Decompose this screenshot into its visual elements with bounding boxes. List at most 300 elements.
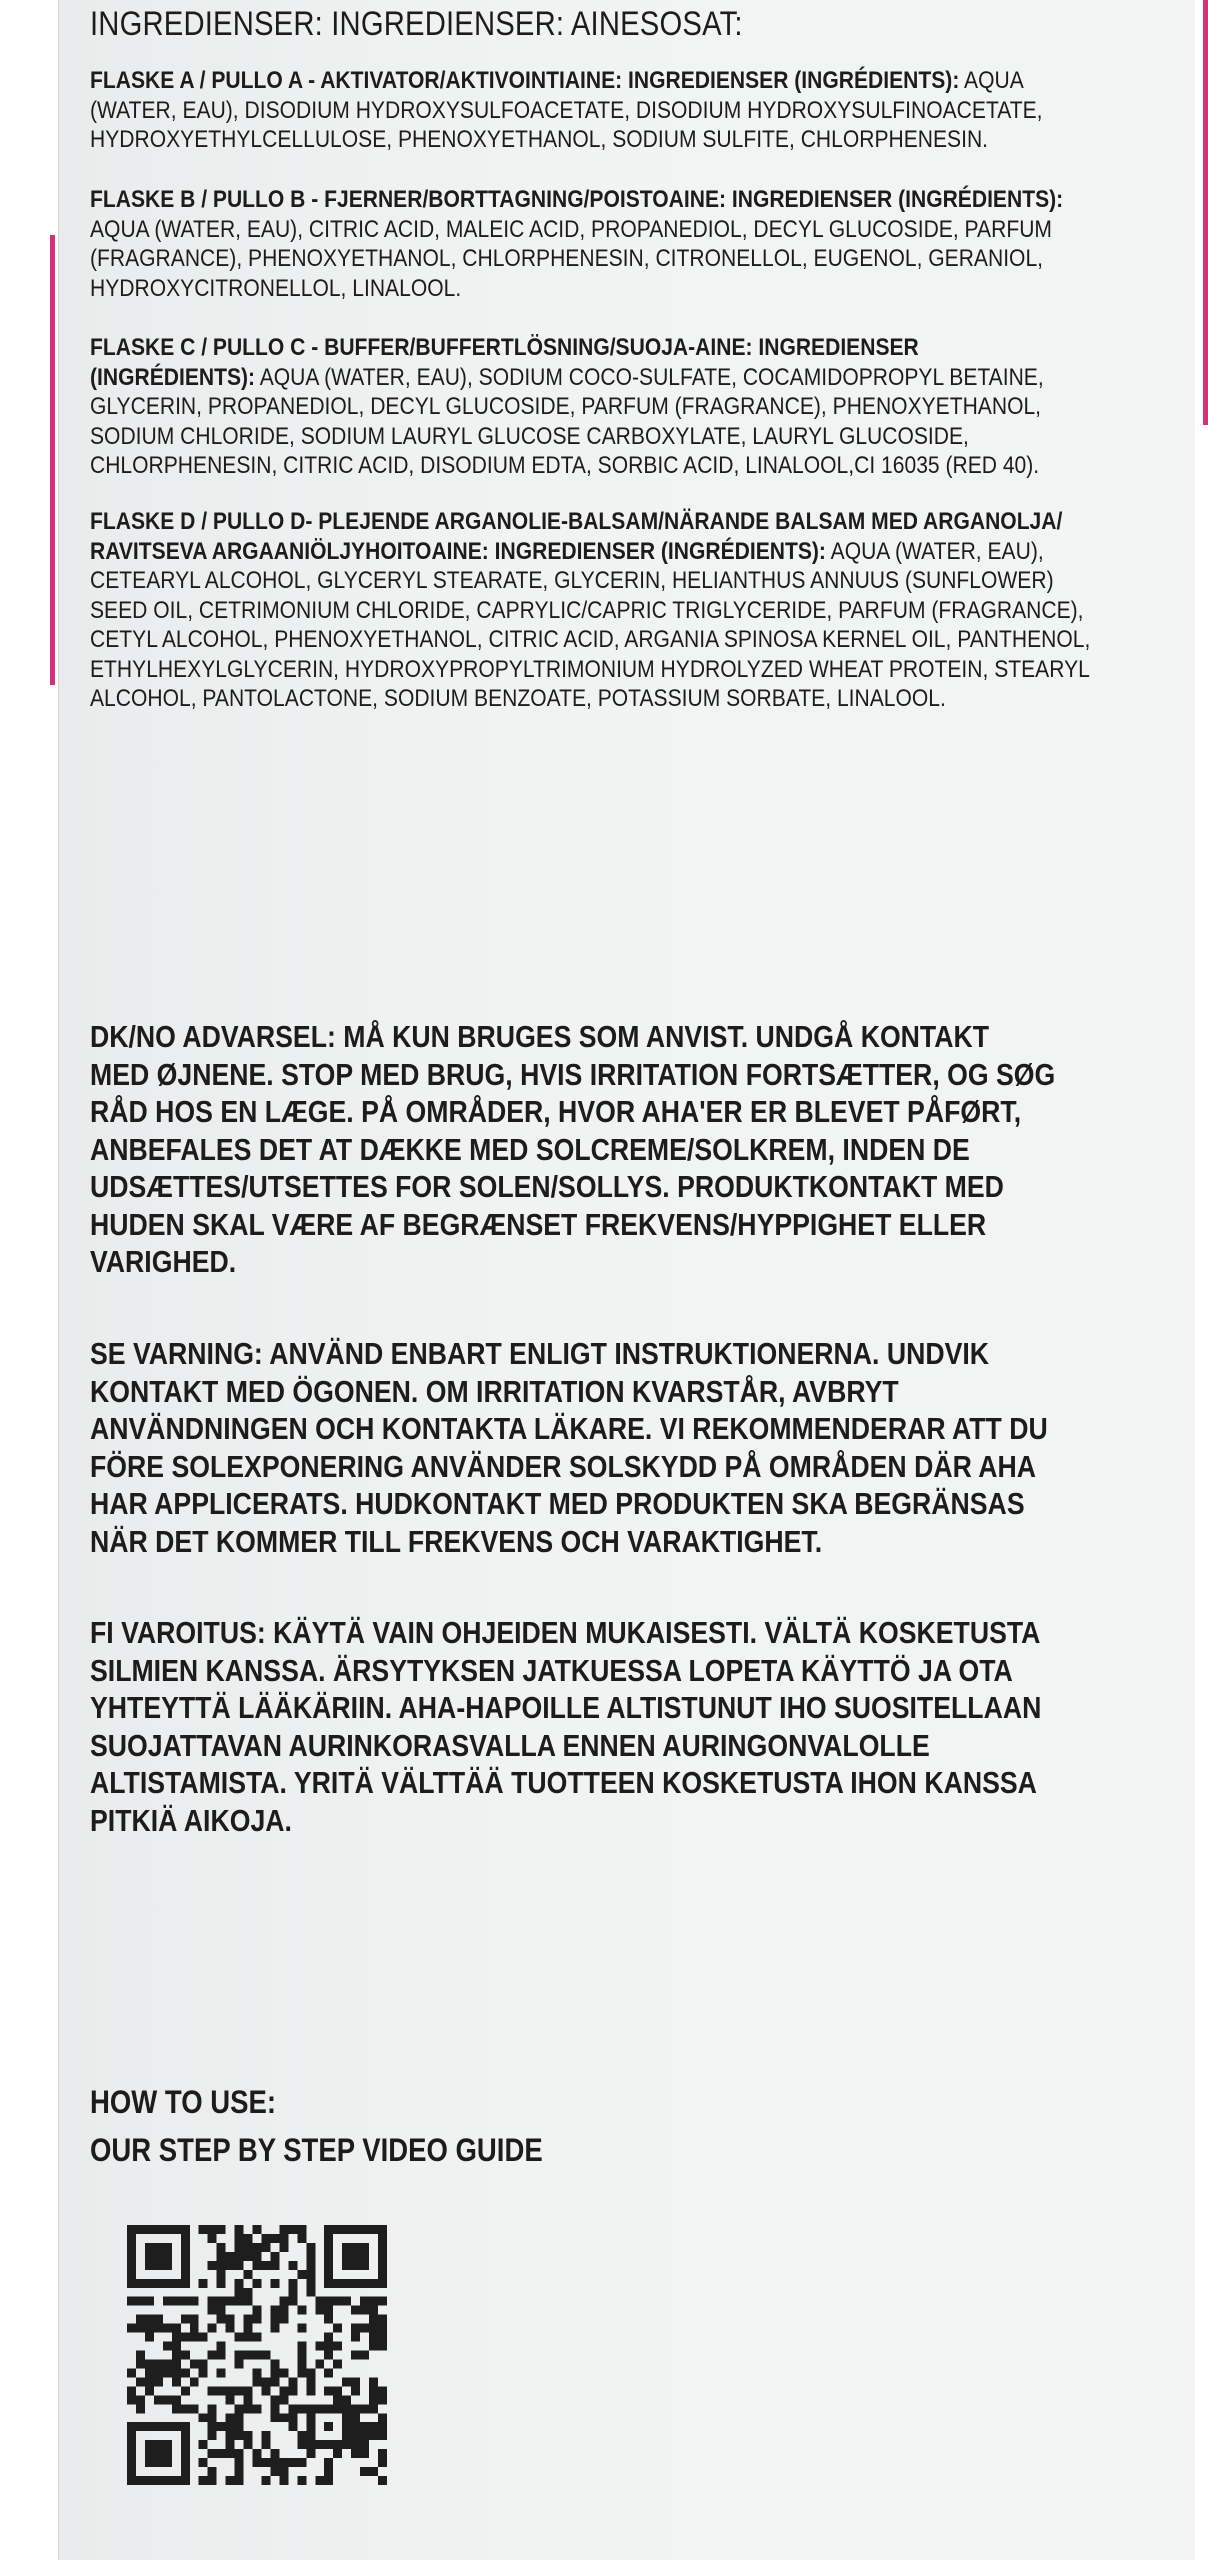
qr-module bbox=[235, 2288, 244, 2297]
qr-module bbox=[324, 2422, 333, 2431]
qr-module bbox=[378, 2234, 387, 2243]
qr-module bbox=[235, 2261, 244, 2270]
qr-module bbox=[181, 2386, 190, 2395]
qr-module bbox=[333, 2297, 342, 2306]
qr-module bbox=[279, 2225, 288, 2234]
qr-module bbox=[226, 2261, 235, 2270]
qr-module bbox=[297, 2440, 306, 2449]
qr-module bbox=[181, 2270, 190, 2279]
qr-module bbox=[253, 2306, 262, 2315]
qr-module bbox=[378, 2458, 387, 2467]
qr-module bbox=[136, 2315, 145, 2324]
qr-module bbox=[333, 2225, 342, 2234]
qr-module bbox=[163, 2359, 172, 2368]
qr-module bbox=[261, 2261, 270, 2270]
qr-module bbox=[306, 2413, 315, 2422]
qr-module bbox=[226, 2449, 235, 2458]
qr-module bbox=[208, 2306, 217, 2315]
qr-module bbox=[163, 2252, 172, 2261]
qr-module bbox=[199, 2476, 208, 2485]
qr-module bbox=[333, 2342, 342, 2351]
qr-module bbox=[181, 2458, 190, 2467]
qr-module bbox=[369, 2333, 378, 2342]
qr-module bbox=[199, 2458, 208, 2467]
qr-module bbox=[369, 2404, 378, 2413]
qr-module bbox=[306, 2279, 315, 2288]
qr-module bbox=[235, 2386, 244, 2395]
warning-line: ANVÄNDNINGEN OCH KONTAKTA LÄKARE. VI REKOMMENDERAR ATT DU bbox=[90, 1411, 1048, 1446]
qr-module bbox=[306, 2270, 315, 2279]
qr-module bbox=[217, 2306, 226, 2315]
warning-fi bbox=[90, 1614, 1041, 1839]
qr-module bbox=[127, 2440, 136, 2449]
qr-module bbox=[342, 2395, 351, 2404]
qr-module bbox=[145, 2297, 154, 2306]
qr-module bbox=[208, 2467, 217, 2476]
qr-module bbox=[235, 2476, 244, 2485]
qr-module bbox=[217, 2243, 226, 2252]
qr-module bbox=[217, 2279, 226, 2288]
qr-module bbox=[378, 2476, 387, 2485]
qr-module bbox=[324, 2351, 333, 2360]
qr-module bbox=[172, 2359, 181, 2368]
qr-module bbox=[163, 2261, 172, 2270]
qr-module bbox=[163, 2458, 172, 2467]
block-d-title: FLASKE D / PULLO D- PLEJENDE ARGANOLIE-BALSAM/NÄRANDE BALSAM MED ARGANOLJA/ bbox=[90, 508, 1063, 535]
qr-module bbox=[261, 2476, 270, 2485]
qr-module bbox=[288, 2288, 297, 2297]
qr-module bbox=[324, 2315, 333, 2324]
qr-module bbox=[279, 2458, 288, 2467]
qr-module bbox=[351, 2440, 360, 2449]
qr-module bbox=[369, 2342, 378, 2351]
qr-module bbox=[351, 2261, 360, 2270]
qr-code-icon[interactable] bbox=[127, 2225, 387, 2485]
qr-module bbox=[127, 2225, 136, 2234]
qr-module bbox=[145, 2324, 154, 2333]
qr-module bbox=[369, 2225, 378, 2234]
qr-module bbox=[324, 2279, 333, 2288]
qr-module bbox=[208, 2431, 217, 2440]
qr-module bbox=[342, 2261, 351, 2270]
qr-module bbox=[235, 2413, 244, 2422]
qr-module bbox=[181, 2225, 190, 2234]
qr-module bbox=[163, 2368, 172, 2377]
block-a-title: FLASKE A / PULLO A - AKTIVATOR/AKTIVOINTIAINE: INGREDIENSER (INGRÉDIENTS): bbox=[90, 67, 960, 94]
qr-module bbox=[369, 2315, 378, 2324]
qr-module bbox=[145, 2449, 154, 2458]
qr-module bbox=[378, 2333, 387, 2342]
qr-module bbox=[226, 2431, 235, 2440]
block-a-line: AQUA bbox=[959, 67, 1024, 94]
qr-module bbox=[145, 2333, 154, 2342]
qr-module bbox=[208, 2386, 217, 2395]
qr-module bbox=[288, 2422, 297, 2431]
qr-module bbox=[154, 2395, 163, 2404]
qr-module bbox=[324, 2404, 333, 2413]
qr-module bbox=[217, 2449, 226, 2458]
warning-line: PITKIÄ AIKOJA. bbox=[90, 1802, 292, 1838]
qr-module bbox=[145, 2279, 154, 2288]
qr-module bbox=[351, 2404, 360, 2413]
qr-module bbox=[369, 2297, 378, 2306]
qr-module bbox=[235, 2243, 244, 2252]
qr-module bbox=[226, 2422, 235, 2431]
qr-module bbox=[360, 2467, 369, 2476]
qr-module bbox=[378, 2413, 387, 2422]
qr-module bbox=[306, 2440, 315, 2449]
qr-module bbox=[369, 2324, 378, 2333]
qr-module bbox=[208, 2324, 217, 2333]
qr-module bbox=[378, 2261, 387, 2270]
qr-module bbox=[253, 2351, 262, 2360]
qr-module bbox=[235, 2351, 244, 2360]
qr-module bbox=[163, 2243, 172, 2252]
qr-module bbox=[127, 2431, 136, 2440]
qr-module bbox=[244, 2395, 253, 2404]
qr-module bbox=[351, 2225, 360, 2234]
qr-module bbox=[378, 2243, 387, 2252]
qr-module bbox=[181, 2315, 190, 2324]
qr-module bbox=[172, 2368, 181, 2377]
qr-module bbox=[279, 2476, 288, 2485]
qr-module bbox=[145, 2458, 154, 2467]
qr-module bbox=[154, 2476, 163, 2485]
how-to-use-title: HOW TO USE: bbox=[90, 2084, 277, 2120]
qr-module bbox=[226, 2476, 235, 2485]
block-d-line: ALCOHOL, PANTOLACTONE, SODIUM BENZOATE, POTASSIUM SORBATE, LINALOOL. bbox=[90, 685, 946, 712]
qr-module bbox=[324, 2297, 333, 2306]
qr-module bbox=[324, 2306, 333, 2315]
qr-module bbox=[244, 2288, 253, 2297]
qr-module bbox=[244, 2333, 253, 2342]
qr-module bbox=[217, 2252, 226, 2261]
qr-module bbox=[297, 2225, 306, 2234]
qr-module bbox=[333, 2386, 342, 2395]
qr-module bbox=[145, 2252, 154, 2261]
qr-module bbox=[208, 2261, 217, 2270]
qr-module bbox=[270, 2234, 279, 2243]
qr-module bbox=[127, 2467, 136, 2476]
qr-module bbox=[244, 2297, 253, 2306]
qr-module bbox=[342, 2225, 351, 2234]
qr-module bbox=[154, 2315, 163, 2324]
qr-module bbox=[333, 2395, 342, 2404]
qr-module bbox=[172, 2297, 181, 2306]
qr-module bbox=[360, 2404, 369, 2413]
qr-module bbox=[306, 2261, 315, 2270]
block-a-line: HYDROXYETHYLCELLULOSE, PHENOXYETHANOL, SODIUM SULFITE, CHLORPHENESIN. bbox=[90, 126, 989, 153]
block-d-line: CETEARYL ALCOHOL, GLYCERYL STEARATE, GLYCERIN, HELIANTHUS ANNUUS (SUNFLOWER) bbox=[90, 567, 1054, 594]
qr-module bbox=[163, 2440, 172, 2449]
qr-module bbox=[315, 2359, 324, 2368]
qr-module bbox=[172, 2404, 181, 2413]
block-b-line: (FRAGRANCE), PHENOXYETHANOL, CHLORPHENESIN, CITRONELLOL, EUGENOL, GERANIOL, bbox=[90, 245, 1044, 272]
qr-module bbox=[369, 2279, 378, 2288]
qr-module bbox=[127, 2279, 136, 2288]
qr-module bbox=[306, 2243, 315, 2252]
qr-module bbox=[324, 2476, 333, 2485]
qr-module bbox=[127, 2243, 136, 2252]
warning-line: ANBEFALES DET AT DÆKKE MED SOLCREME/SOLKREM, INDEN DE bbox=[90, 1131, 970, 1167]
qr-module bbox=[181, 2368, 190, 2377]
qr-module bbox=[154, 2252, 163, 2261]
warning-line: HAR APPLICERATS. HUDKONTAKT MED PRODUKTEN SKA BEGRÄNSAS bbox=[90, 1486, 1025, 1521]
qr-module bbox=[145, 2476, 154, 2485]
qr-module bbox=[127, 2458, 136, 2467]
qr-module bbox=[226, 2386, 235, 2395]
qr-module bbox=[270, 2395, 279, 2404]
qr-module bbox=[351, 2449, 360, 2458]
warning-line: HUDEN SKAL VÆRE AF BEGRÆNSET FREKVENS/HYPPIGHET ELLER bbox=[90, 1206, 987, 1242]
qr-module bbox=[351, 2306, 360, 2315]
qr-module bbox=[172, 2422, 181, 2431]
qr-module bbox=[172, 2377, 181, 2386]
qr-module bbox=[270, 2315, 279, 2324]
warning-line: NÄR DET KOMMER TILL FREKVENS OCH VARAKTIGHET. bbox=[90, 1523, 823, 1559]
qr-module bbox=[279, 2297, 288, 2306]
qr-module bbox=[270, 2359, 279, 2368]
qr-module bbox=[253, 2368, 262, 2377]
qr-module bbox=[324, 2234, 333, 2243]
qr-module bbox=[324, 2252, 333, 2261]
qr-module bbox=[244, 2252, 253, 2261]
ingredients-block-d bbox=[90, 507, 1090, 714]
qr-module bbox=[253, 2449, 262, 2458]
qr-module bbox=[145, 2225, 154, 2234]
qr-module bbox=[208, 2351, 217, 2360]
qr-module bbox=[154, 2279, 163, 2288]
qr-module bbox=[378, 2422, 387, 2431]
qr-module bbox=[270, 2261, 279, 2270]
qr-module bbox=[351, 2431, 360, 2440]
qr-module bbox=[172, 2476, 181, 2485]
warning-line: ALTISTAMISTA. YRITÄ VÄLTTÄÄ TUOTTEEN KOSKETUSTA IHON KANSSA bbox=[90, 1765, 1037, 1800]
accent-stripe-left bbox=[50, 235, 55, 685]
qr-module bbox=[154, 2449, 163, 2458]
qr-module bbox=[181, 2261, 190, 2270]
ingredients-block-b bbox=[90, 185, 1063, 303]
qr-module bbox=[333, 2279, 342, 2288]
qr-module bbox=[315, 2342, 324, 2351]
qr-module bbox=[360, 2279, 369, 2288]
qr-module bbox=[351, 2422, 360, 2431]
qr-module bbox=[145, 2386, 154, 2395]
block-d-line: SEED OIL, CETRIMONIUM CHLORIDE, CAPRYLIC/CAPRIC TRIGLYCERIDE, PARFUM (FRAGRANCE), bbox=[90, 596, 1084, 624]
qr-module bbox=[190, 2404, 199, 2413]
qr-module bbox=[226, 2315, 235, 2324]
qr-module bbox=[127, 2234, 136, 2243]
qr-module bbox=[288, 2386, 297, 2395]
qr-module bbox=[127, 2252, 136, 2261]
block-c-title-2: (INGRÉDIENTS): bbox=[90, 363, 256, 391]
qr-module bbox=[270, 2252, 279, 2261]
qr-module bbox=[226, 2297, 235, 2306]
qr-module bbox=[181, 2404, 190, 2413]
qr-module bbox=[297, 2476, 306, 2485]
qr-module bbox=[199, 2359, 208, 2368]
qr-module bbox=[199, 2225, 208, 2234]
qr-module bbox=[378, 2342, 387, 2351]
warning-line: RÅD HOS EN LÆGE. PÅ OMRÅDER, HVOR AHA'ER ER BLEVET PÅFØRT, bbox=[90, 1094, 1022, 1129]
qr-module bbox=[279, 2467, 288, 2476]
qr-module bbox=[261, 2440, 270, 2449]
qr-module bbox=[261, 2386, 270, 2395]
qr-module bbox=[270, 2279, 279, 2288]
qr-module bbox=[360, 2225, 369, 2234]
qr-module bbox=[369, 2306, 378, 2315]
qr-module bbox=[208, 2225, 217, 2234]
qr-module bbox=[253, 2252, 262, 2261]
qr-module bbox=[136, 2297, 145, 2306]
qr-module bbox=[136, 2404, 145, 2413]
qr-module bbox=[261, 2458, 270, 2467]
qr-module bbox=[324, 2270, 333, 2279]
qr-module bbox=[136, 2476, 145, 2485]
qr-module bbox=[297, 2342, 306, 2351]
qr-module bbox=[261, 2377, 270, 2386]
qr-module bbox=[360, 2324, 369, 2333]
qr-module bbox=[199, 2440, 208, 2449]
qr-module bbox=[145, 2377, 154, 2386]
accent-stripe-right bbox=[1203, 0, 1208, 425]
qr-module bbox=[369, 2386, 378, 2395]
block-b-line: HYDROXYCITRONELLOL, LINALOOL. bbox=[90, 274, 462, 302]
qr-module bbox=[127, 2422, 136, 2431]
qr-module bbox=[369, 2395, 378, 2404]
qr-module bbox=[208, 2422, 217, 2431]
qr-module bbox=[253, 2458, 262, 2467]
qr-module bbox=[324, 2458, 333, 2467]
qr-module bbox=[127, 2449, 136, 2458]
qr-module bbox=[154, 2422, 163, 2431]
qr-module bbox=[181, 2440, 190, 2449]
qr-module bbox=[181, 2422, 190, 2431]
qr-module bbox=[127, 2261, 136, 2270]
qr-module bbox=[324, 2386, 333, 2395]
qr-module bbox=[244, 2351, 253, 2360]
qr-module bbox=[172, 2342, 181, 2351]
qr-module bbox=[378, 2315, 387, 2324]
block-b-title: FLASKE B / PULLO B - FJERNER/BORTTAGNING/POISTOAINE: INGREDIENSER (INGRÉDIENTS): bbox=[90, 186, 1064, 213]
qr-module bbox=[288, 2377, 297, 2386]
qr-module bbox=[235, 2422, 244, 2431]
qr-module bbox=[163, 2342, 172, 2351]
qr-module bbox=[181, 2476, 190, 2485]
qr-module bbox=[306, 2252, 315, 2261]
qr-module bbox=[315, 2476, 324, 2485]
qr-module bbox=[315, 2404, 324, 2413]
qr-module bbox=[253, 2404, 262, 2413]
qr-module bbox=[181, 2431, 190, 2440]
qr-module bbox=[378, 2449, 387, 2458]
qr-module bbox=[172, 2279, 181, 2288]
qr-module bbox=[163, 2297, 172, 2306]
qr-module bbox=[181, 2297, 190, 2306]
qr-module bbox=[342, 2440, 351, 2449]
qr-module bbox=[136, 2279, 145, 2288]
qr-module bbox=[378, 2279, 387, 2288]
qr-module bbox=[324, 2243, 333, 2252]
qr-module bbox=[190, 2333, 199, 2342]
qr-module bbox=[360, 2261, 369, 2270]
qr-module bbox=[181, 2234, 190, 2243]
qr-module bbox=[235, 2333, 244, 2342]
qr-module bbox=[154, 2377, 163, 2386]
qr-module bbox=[235, 2297, 244, 2306]
block-b-line: AQUA (WATER, EAU), CITRIC ACID, MALEIC ACID, PROPANEDIOL, DECYL GLUCOSIDE, PARFUM bbox=[90, 215, 1052, 243]
qr-module bbox=[136, 2395, 145, 2404]
qr-module bbox=[235, 2404, 244, 2413]
qr-module bbox=[235, 2359, 244, 2368]
warning-line: SUOJATTAVAN AURINKORASVALLA ENNEN AURINGONVALOLLE bbox=[90, 1727, 930, 1763]
ingredients-block-c bbox=[90, 333, 1044, 481]
warning-line: FI VAROITUS: KÄYTÄ VAIN OHJEIDEN MUKAISESTI. VÄLTÄ KOSKETUSTA bbox=[90, 1615, 1041, 1650]
qr-module bbox=[351, 2324, 360, 2333]
qr-module bbox=[324, 2440, 333, 2449]
qr-module bbox=[360, 2252, 369, 2261]
warning-line: VARIGHED. bbox=[90, 1244, 237, 1279]
qr-module bbox=[190, 2297, 199, 2306]
qr-module bbox=[127, 2395, 136, 2404]
qr-module bbox=[136, 2422, 145, 2431]
qr-module bbox=[351, 2333, 360, 2342]
qr-module bbox=[315, 2440, 324, 2449]
qr-module bbox=[351, 2279, 360, 2288]
qr-module bbox=[333, 2359, 342, 2368]
qr-module bbox=[378, 2395, 387, 2404]
block-c-line: CHLORPHENESIN, CITRIC ACID, DISODIUM EDTA, SORBIC ACID, LINALOOL,CI 16035 (RED 40). bbox=[90, 452, 1040, 479]
qr-module bbox=[208, 2404, 217, 2413]
warning-line: YHTEYTTÄ LÄÄKÄRIIN. AHA-HAPOILLE ALTISTUNUT IHO SUOSITELLAAN bbox=[90, 1690, 1042, 1725]
qr-module bbox=[127, 2324, 136, 2333]
qr-module bbox=[342, 2422, 351, 2431]
qr-module bbox=[297, 2324, 306, 2333]
qr-module bbox=[235, 2467, 244, 2476]
qr-module bbox=[369, 2431, 378, 2440]
qr-module bbox=[253, 2225, 262, 2234]
qr-module bbox=[199, 2368, 208, 2377]
qr-module bbox=[217, 2368, 226, 2377]
qr-module bbox=[244, 2431, 253, 2440]
warning-dk-no bbox=[90, 1018, 1055, 1281]
qr-module bbox=[306, 2368, 315, 2377]
qr-module bbox=[324, 2333, 333, 2342]
block-d-line: AQUA (WATER, EAU), bbox=[825, 537, 1044, 565]
qr-module bbox=[279, 2315, 288, 2324]
qr-module bbox=[163, 2422, 172, 2431]
qr-module bbox=[154, 2368, 163, 2377]
qr-module bbox=[253, 2333, 262, 2342]
qr-module bbox=[297, 2458, 306, 2467]
qr-module bbox=[342, 2252, 351, 2261]
qr-module bbox=[127, 2386, 136, 2395]
qr-module bbox=[181, 2243, 190, 2252]
qr-module bbox=[324, 2368, 333, 2377]
qr-module bbox=[163, 2279, 172, 2288]
block-d-line: ETHYLHEXYLGLYCERIN, HYDROXYPROPYLTRIMONIUM HYDROLYZED WHEAT PROTEIN, STEARYL bbox=[90, 655, 1090, 683]
qr-module bbox=[190, 2377, 199, 2386]
warning-line: UDSÆTTES/UTSETTES FOR SOLEN/SOLLYS. PRODUKTKONTAKT MED bbox=[90, 1169, 1004, 1204]
qr-module bbox=[226, 2413, 235, 2422]
qr-module bbox=[226, 2440, 235, 2449]
qr-module bbox=[270, 2306, 279, 2315]
qr-module bbox=[136, 2324, 145, 2333]
qr-module bbox=[208, 2449, 217, 2458]
qr-module bbox=[378, 2225, 387, 2234]
qr-module bbox=[342, 2377, 351, 2386]
qr-module bbox=[360, 2422, 369, 2431]
